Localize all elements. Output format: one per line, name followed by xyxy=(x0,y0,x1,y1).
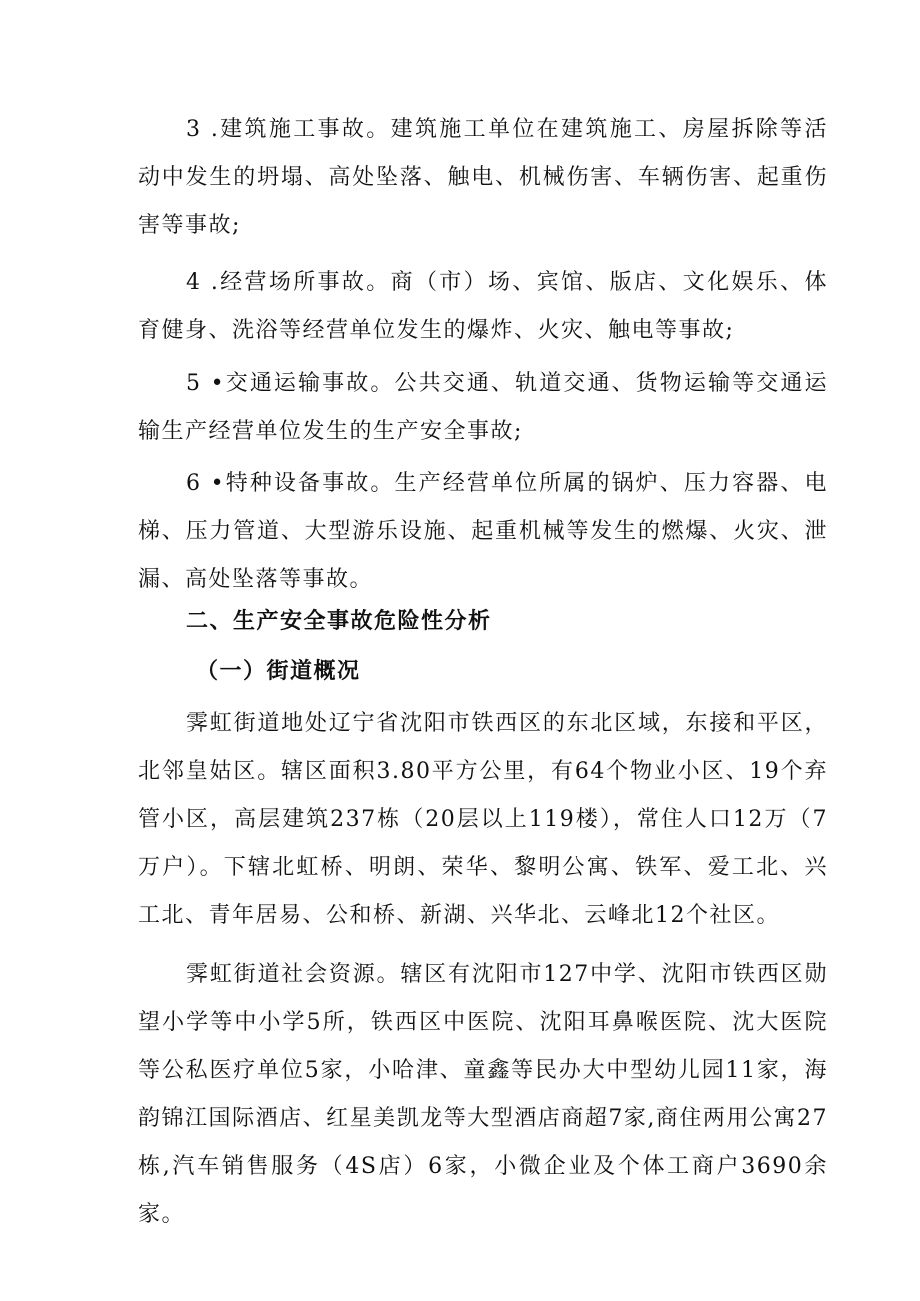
resources-paragraph: 霁虹街道社会资源。辖区有沈阳市127中学、沈阳市铁西区勋望小学等中小学5所，铁西区中医院、沈阳耳鼻喉医院、沈大医院等公私医疗单位5家，小哈津、童鑫等民办大中型幼儿园11家，海韵锦江国际酒店、红星美凯龙等大型酒店商超7家,商住两用公寓27栋,汽车销售服务（4S店）6家，小微企业及个体工商户3690余家。 xyxy=(138,962,828,1227)
list-item-special-equipment-accident: 6 •特种设备事故。生产经营单位所属的锅炉、压力容器、电梯、压力管道、大型游乐设施、起重机械等发生的燃爆、火灾、泄漏、高处坠落等事故。 xyxy=(138,471,828,592)
list-item-traffic-accident: 5 •交通运输事故。公共交通、轨道交通、货物运输等交通运输生产经营单位发生的生产安全事故; xyxy=(138,371,828,444)
list-item-construction-accident: 3 .建筑施工事故。建筑施工单位在建筑施工、房屋拆除等活动中发生的坍塌、高处坠落、触电、机械伤害、车辆伤害、起重伤害等事故; xyxy=(138,117,828,238)
subsection-heading: （一）街道概况 xyxy=(196,659,361,684)
list-item-business-premises-accident: 4 .经营场所事故。商（市）场、宾馆、版店、文化娱乐、体育健身、洗浴等经营单位发生的爆炸、火灾、触电等事故; xyxy=(138,270,828,343)
overview-paragraph: 霁虹街道地处辽宁省沈阳市铁西区的东北区域，东接和平区，北邻皇姑区。辖区面积3.80平方公里，有64个物业小区、19个弃管小区，高层建筑237栋（20层以上119楼），常住人口12万（7万户）。下辖北虹桥、明朗、荣华、黎明公寓、铁军、爱工北、兴工北、青年居易、公和桥、新湖、兴华北、云峰北12个社区。 xyxy=(138,711,828,928)
section-heading: 二、生产安全事故危险性分析 xyxy=(186,609,492,634)
